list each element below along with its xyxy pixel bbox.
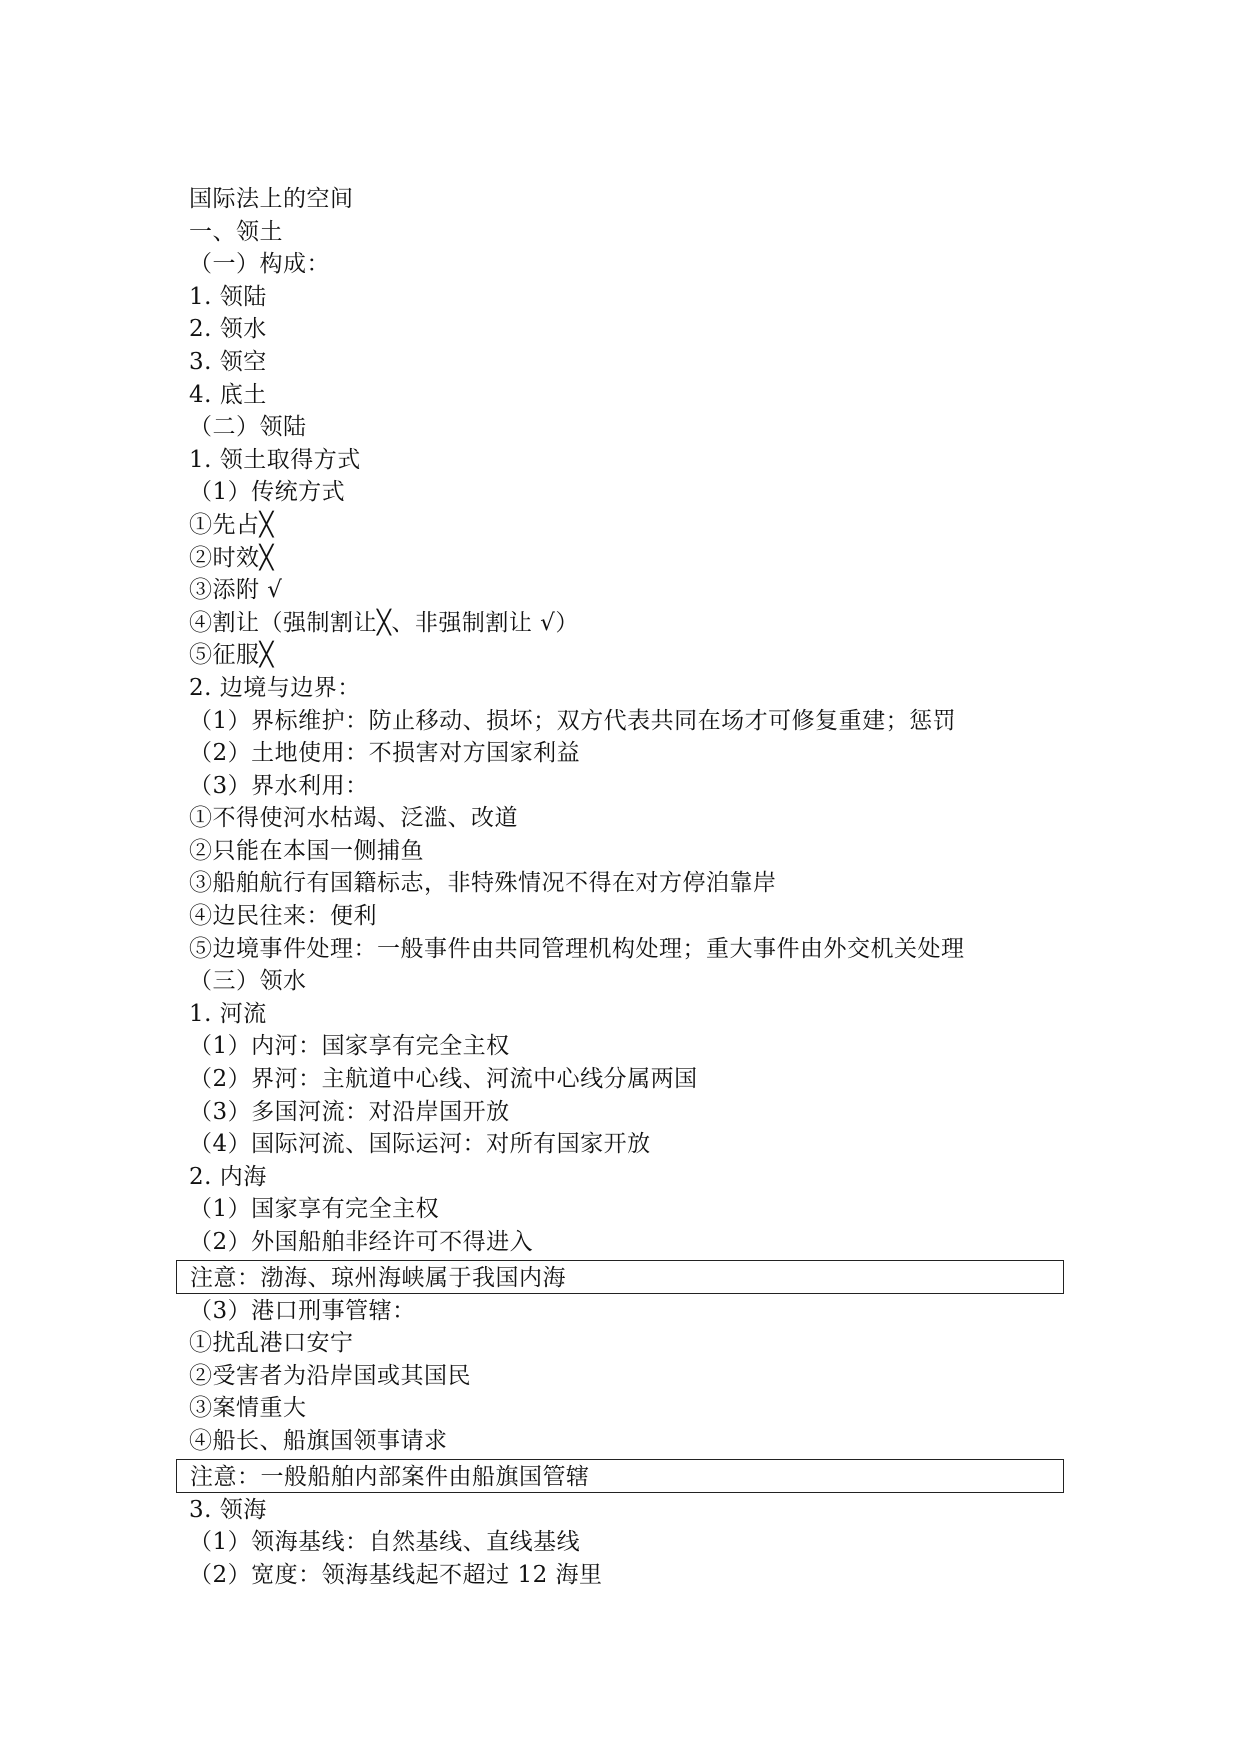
list-item: （1）国家享有完全主权 <box>189 1196 440 1223</box>
list-item: 1. 领陆 <box>189 283 267 310</box>
list-item: （2）外国船舶非经许可不得进入 <box>189 1229 534 1255</box>
list-item: ③船舶航行有国籍标志，非特殊情况不得在对方停泊靠岸 <box>189 870 777 897</box>
list-item: 1. 河流 <box>189 1000 267 1027</box>
list-item: （4）国际河流、国际运河：对所有国家开放 <box>189 1131 651 1158</box>
note-box-flag-state: 注意：一般船舶内部案件由船旗国管辖 <box>176 1459 1064 1493</box>
list-item: （1）领海基线：自然基线、直线基线 <box>189 1529 581 1556</box>
list-item: （1）传统方式 <box>189 479 346 506</box>
list-item: 2. 领水 <box>189 316 267 343</box>
list-item: ①先占╳ <box>189 511 274 538</box>
list-item: （3）多国河流：对沿岸国开放 <box>189 1098 510 1125</box>
list-item: ④船长、船旗国领事请求 <box>189 1427 448 1454</box>
list-item: ④割让（强制割让╳、非强制割让 √） <box>189 609 579 636</box>
document-title: 国际法上的空间 <box>189 186 354 212</box>
subheading-land: （二）领陆 <box>189 414 307 441</box>
list-item: （1）内河：国家享有完全主权 <box>189 1033 510 1060</box>
list-item: ②受害者为沿岸国或其国民 <box>189 1362 471 1389</box>
list-item: （1）界标维护：防止移动、损坏；双方代表共同在场才可修复重建；惩罚 <box>189 707 957 734</box>
list-item: ③添附 √ <box>189 577 283 604</box>
subheading-waters: （三）领水 <box>189 968 307 995</box>
list-item: （3）界水利用： <box>189 772 369 799</box>
list-item: 3. 领空 <box>189 348 267 375</box>
list-item: 4. 底土 <box>189 381 267 408</box>
list-item: ②时效╳ <box>189 544 274 571</box>
list-item: 2. 边境与边界： <box>189 674 361 701</box>
list-item: 1. 领土取得方式 <box>189 446 361 473</box>
heading-territory: 一、领土 <box>189 218 283 245</box>
list-item: ⑤边境事件处理：一般事件由共同管理机构处理；重大事件由外交机关处理 <box>189 935 965 962</box>
list-item: ①不得使河水枯竭、泛滥、改道 <box>189 805 518 832</box>
list-item: ③案情重大 <box>189 1395 307 1422</box>
subheading-composition: （一）构成： <box>189 251 330 278</box>
list-item: （2）界河：主航道中心线、河流中心线分属两国 <box>189 1066 698 1093</box>
list-item: （3）港口刑事管辖： <box>189 1297 416 1324</box>
list-item: 3. 领海 <box>189 1496 267 1523</box>
note-box-inland-sea: 注意：渤海、琼州海峡属于我国内海 <box>176 1260 1064 1294</box>
document-body <box>189 183 1079 1591</box>
list-item: （2）宽度：领海基线起不超过 12 海里 <box>189 1561 603 1588</box>
list-item: ②只能在本国一侧捕鱼 <box>189 837 424 864</box>
list-item: 2. 内海 <box>189 1163 267 1190</box>
list-item: ⑤征服╳ <box>189 642 274 669</box>
list-item: ①扰乱港口安宁 <box>189 1330 354 1357</box>
list-item: ④边民往来：便利 <box>189 903 377 930</box>
list-item: （2）土地使用：不损害对方国家利益 <box>189 740 581 767</box>
